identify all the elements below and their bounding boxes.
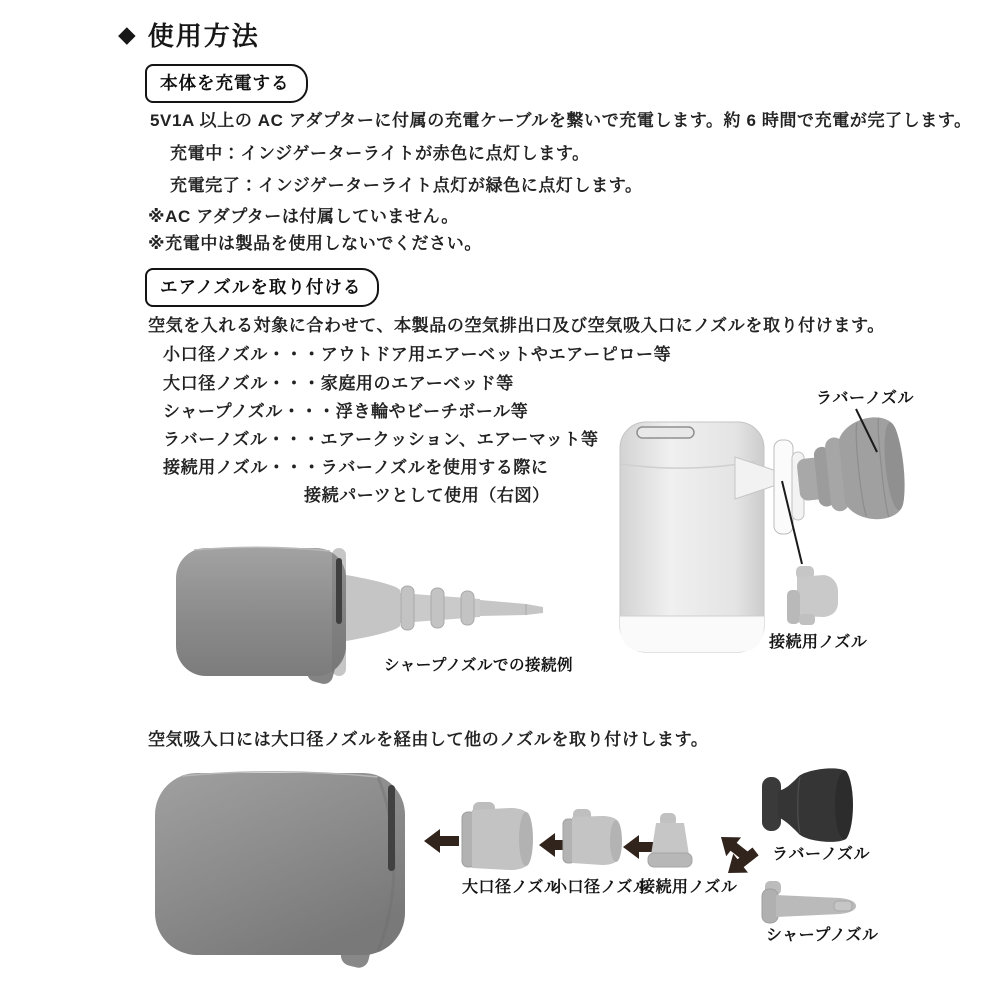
figure-nozzle-chain [140,755,880,985]
sharp-nozzle-chain-label: シャープノズル [766,927,879,944]
nozzle-list-item-connector: 接続用ノズル・・・ラバーノズルを使用する際に [163,458,549,477]
rubber-nozzle-dark [762,768,853,842]
rubber-nozzle-label: ラバーノズル [816,390,915,407]
dark-pump-body-side [176,547,346,685]
sharp-example-caption: シャープノズルでの接続例 [384,657,574,674]
small-nozzle-label: 小口径ノズル [551,879,650,896]
intake-note-text: 空気吸入口には大口径ノズルを経由して他のノズルを取り付けします。 [148,730,709,749]
strap-slot [336,558,342,624]
charge-status-charging: 充電中：インジゲーターライトが赤色に点灯します。 [170,144,590,163]
arrow-left-icon [424,829,459,853]
nozzle-list-item-rubber: ラバーノズル・・・エアークッション、エアーマット等 [163,430,599,449]
connector-nozzle-chain-label: 接続用ノズル [639,879,738,896]
white-pump-body [620,422,764,652]
rubber-nozzle [793,415,909,528]
charge-note-adapter: ※AC アダプターは付属していません。 [148,207,459,226]
connector-nozzle-chain [648,813,692,867]
nozzle-list-item-small: 小口径ノズル・・・アウトドア用エアーベットやエアーピロー等 [163,345,672,364]
large-nozzle-label: 大口径ノズル [462,879,561,896]
pump-bottom-band [620,616,764,652]
small-diameter-nozzle [563,809,622,865]
large-diameter-nozzle [462,802,533,870]
nozzle-intro-text: 空気を入れる対象に合わせて、本製品の空気排出口及び空気吸入口にノズルを取り付けます。 [148,316,885,335]
diamond-icon: ◆ [118,21,138,47]
sharp-nozzle-single [762,881,856,923]
charge-status-complete: 充電完了：インジゲーターライト点灯が緑色に点灯します。 [170,176,643,195]
section-heading-charge: 本体を充電する [145,64,308,103]
dark-pump-body-large [155,772,405,970]
sharp-nozzle-attached [346,575,543,641]
strap-slot [388,785,395,871]
nozzle-list-item-large: 大口径ノズル・・・家庭用のエアーベッド等 [163,374,514,393]
nozzle-list-item-sharp: シャープノズル・・・浮き輪やビーチボール等 [163,402,529,421]
charge-note-usage: ※充電中は製品を使用しないでください。 [148,234,482,253]
page-title-text: 使用方法 [147,21,260,51]
connector-nozzle-label: 接続用ノズル [769,634,868,651]
rubber-nozzle-chain-label: ラバーノズル [772,846,871,863]
nozzle-list-continuation: 接続パーツとして使用（右図） [304,486,550,505]
connector-nozzle [787,566,838,625]
page-title [118,16,260,53]
charge-intro-text: 5V1A 以上の AC アダプターに付属の充電ケーブルを繋いで充電します。約 6 時間で充電が完了します。 [150,111,972,130]
section-heading-nozzle: エアノズルを取り付ける [145,268,379,307]
figure-pump-rubber-nozzle [600,378,920,680]
strap-slot [637,427,694,438]
